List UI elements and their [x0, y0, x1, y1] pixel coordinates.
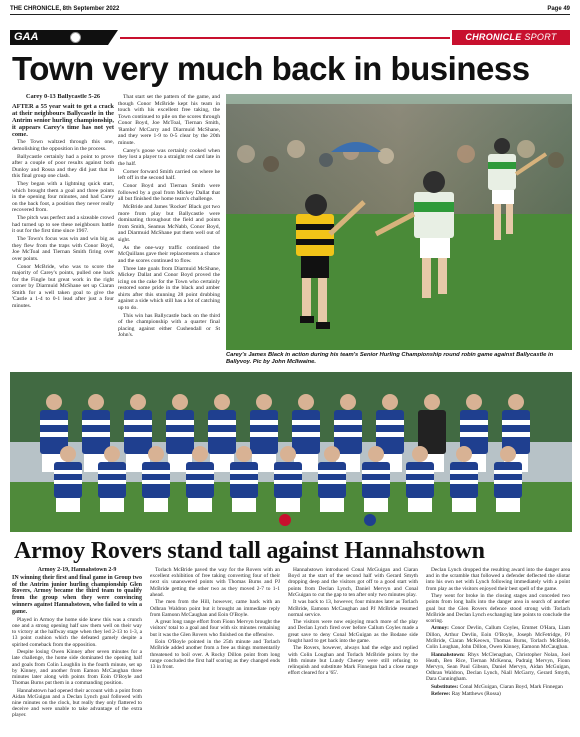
article2-column-2: [150, 567, 280, 733]
chronicle-sport-tag: [452, 30, 570, 45]
jersey-stripe: [124, 420, 152, 425]
player-head: [148, 446, 164, 462]
jersey-stripe: [54, 470, 82, 474]
article1-paragraph: The Town waltzed through this one, demolishing the opposition in the process.: [12, 139, 114, 152]
player-shorts: [188, 498, 212, 512]
article1-lead: AFTER a 55 year wait to get a crack at their neighbours Ballycastle in the Antrim senior hurling championship, it appears Carey's time has not yet come.: [12, 102, 114, 138]
jersey-stripe: [334, 420, 362, 425]
article2-paragraph: Played in Armoy the home side knew this was a crunch one and a strong opening half saw them well on their way to victory at the halfway stage when they led 2-13 to 1-3, a 13 point cushion which the defeated gamely despite a spirited comeback from the opposition.: [12, 616, 142, 648]
player-head: [60, 446, 76, 462]
article1-paragraph: That start set the pattern of the game, and though Conor McBride kept his team in touch with his excellent free taking, the Town continued to pile on the scores through Conor Boyd, Joe McToal, Tiernan Smith, 'Rambo' McCarry and Diarmuid McShane, and they were 1-9 to 0-5 clear by the 20th minute.: [118, 94, 220, 146]
armoy-team-illustration: [10, 372, 572, 532]
jersey-stripe: [186, 480, 214, 484]
article1-paragraph: Conor Boyd and Tiernan Smith were followed by a goal from Mickey Dallat that all but finished the home team's challenge.: [118, 183, 220, 202]
article2-paragraph: The men from the Hill, however, came back with an Odhran Waldron point but it brought an immediate reply from Eamonn McCaughan and Eoin O'Boyle.: [150, 599, 280, 618]
hurling-action-photo: [226, 94, 572, 350]
article2-paragraph: The Rovers, however, always had the edge and replied with Colin Loughan and Torlach McBride points by the 18th minute but Lundy Cheney were still refusing to relinquish and substitute Mark Finnegan had a close range effort cleared for a '65'.: [288, 645, 418, 677]
player-head: [256, 394, 272, 410]
jersey-stripe: [292, 420, 320, 425]
jersey-stripe: [494, 480, 522, 484]
jersey-stripe: [54, 480, 82, 484]
jersey-stripe: [250, 432, 278, 437]
jersey-stripe: [166, 432, 194, 437]
gaa-bar-tail: [108, 30, 118, 45]
jersey-stripe: [502, 432, 530, 437]
jersey-stripe: [230, 480, 258, 484]
article2-paragraph: Hannahstown had opened their account with a point from Aidan McGuigan and a Declan Lynch goal followed with nine minutes on the clock, but really they only flattered to deceive and were unable to take advantage of the extra player.: [12, 687, 142, 719]
player-head: [214, 394, 230, 410]
player-head: [412, 446, 428, 462]
team-lineup: [426, 691, 570, 697]
team-lineup-label: Armoy:: [431, 625, 449, 632]
jersey-stripe: [502, 420, 530, 425]
player-head: [500, 446, 516, 462]
article1-paragraph: As the one-way traffic continued the McQuillans gave their replacements a chance and the scores continued to flow.: [118, 244, 220, 264]
player-head: [46, 394, 62, 410]
article2-score: Armoy 2-19, Hannahstown 2-9: [37, 567, 117, 573]
player-head: [324, 446, 340, 462]
jersey-stripe: [406, 470, 434, 474]
player-head: [368, 446, 384, 462]
jersey-stripe: [208, 432, 236, 437]
article2-headline: Armoy Rovers stand tall against Hannahstown: [14, 538, 485, 564]
article2-paragraph: Eoin O'Boyle pointed in the 25th minute and Torlach McBride added another from a free as things momentarily threatened to boil over. A Rocky Dillon point from long range concluded the first half scoring as they changed ends 13 in front.: [150, 639, 280, 670]
article1-paragraph: This win has Ballycastle back on the third of the championship with a quarter final placing against either Cushendall or St John's.: [118, 312, 220, 338]
article1-column-1: [12, 94, 114, 368]
article1-paragraph: McBride and James 'Rocket' Black got two more from play but Ballycastle were dominating throughout the field and points from Smith, Seamus McNabb, Conor Boyd, and Diarmuid McShane put them well out of sight.: [118, 204, 220, 243]
jersey-stripe: [250, 420, 278, 425]
article2-paragraph: A great long range effort from Fionn Mervyn brought the visitors' total to a goal and four with six minutes remaining but it was the Glen Rovers who finished on the offensive.: [150, 619, 280, 638]
gaa-section-label: GAA: [10, 30, 108, 45]
player-head: [104, 446, 120, 462]
player-shorts: [100, 498, 124, 512]
jersey-stripe: [494, 470, 522, 474]
player-shorts: [452, 498, 476, 512]
article1-paragraph: Three late goals from Diarmuid McShane, Mickey Dallat and Conor Boyd proved the icing on the cake for the Town who certainly restored some pride in the black and amber shirts after this stunning 28 point drubbing against a side which still has a lot of catching up to do.: [118, 265, 220, 311]
chronicle-label: CHRONICLE: [465, 32, 522, 42]
team-lineup-text: Rhys McClenaghan, Christopher Nolan, Joel Heath, Ben Rice, Tiernan McKenna, Padraig Mervyn, Fionn Mervyn, Sean Paul Gibson, Daniel Mervyn, Aidan McGuigan, Odhran Waldron, Declan Lynch, Niall McGarry, Gerard Smyth, Dara Cunningham.: [426, 651, 570, 683]
jersey-stripe: [450, 470, 478, 474]
article1-paragraph: Conor McBride, who was to score the majority of Carey's points, pulled one back for the Fingle but great work in the right corner by Diarmuid McShane set up Ciaran Smith for a well taken goal to give the 'Castle a 1-4 to 0-1 lead after just a four minutes.: [12, 263, 114, 309]
armoy-team-photo: [10, 372, 572, 532]
jersey-stripe: [406, 480, 434, 484]
article2-paragraph: Declan Lynch dropped the resulting award into the danger area and in the scramble that followed a defender deflected the sliotar into his own net with Lynch following immediately with a point from play as the visitors enjoyed their best spell of the game.: [426, 567, 570, 592]
article2-paragraph: Hannahstown introduced Conal McGuigan and Ciaran Boyd at the start of the second half with Gerard Smyth dropping deep and the visitors got off to a good start with points from Declan Lynch, Daniel Mervyn and Conal McGuigan to cut the gap to ten after only two minutes play.: [288, 567, 418, 598]
jersey-stripe: [186, 470, 214, 474]
team-lineup-text: Ray Matthews (Rossa): [451, 691, 501, 698]
jersey-stripe: [98, 470, 126, 474]
article1-score: Carey 0-13 Ballycastle 5-26: [25, 94, 101, 100]
sliotar-icon: [70, 32, 81, 43]
player-shorts: [320, 498, 344, 512]
player-head: [280, 446, 296, 462]
team-lineup-label: Hannahstown:: [431, 651, 465, 658]
player-shorts: [364, 498, 388, 512]
article1-paragraph: Corner forward Smith carried on where he left off in the second half.: [118, 168, 220, 181]
jersey-stripe: [208, 420, 236, 425]
jersey-stripe: [98, 480, 126, 484]
jersey-stripe: [274, 470, 302, 474]
article1-headline: Town very much back in business: [12, 50, 530, 87]
page-number: Page 49: [547, 6, 570, 12]
jersey-stripe: [82, 432, 110, 437]
article2-paragraph: It was back to 13, however, four minutes later as Torlach McBride, Eamonn McCaughan and PJ McBride resumed normal service.: [288, 599, 418, 618]
team-lineup: [426, 625, 570, 650]
player-shorts: [276, 498, 300, 512]
article2-paragraph: The visitors were now enjoying much more of the play and Declan Lynch fired over before Callum Coyles made a great save to deny Conal McGuigan as the Bodane side fought hard to get back into the game.: [288, 619, 418, 644]
hurling-action-illustration: [226, 94, 572, 350]
jersey-stripe: [40, 432, 68, 437]
jersey-stripe: [376, 432, 404, 437]
team-lineup-label: Referee:: [431, 691, 451, 698]
player-head: [130, 394, 146, 410]
jersey-stripe: [362, 480, 390, 484]
team-lineup: [426, 652, 570, 683]
player-head: [456, 446, 472, 462]
player-head: [298, 394, 314, 410]
team-lineup-text: Conal McGuigan, Ciaran Boyd, Mark Finnegan: [459, 683, 563, 690]
player-shorts: [56, 498, 80, 512]
team-lineup-label: Substitutes:: [431, 683, 459, 690]
player-head: [236, 446, 252, 462]
helmet: [364, 514, 376, 526]
article2-column-4: [426, 567, 570, 733]
player-shorts: [144, 498, 168, 512]
jersey-stripe: [124, 432, 152, 437]
article1-paragraph: Carey's goose was certainly cooked when they lost a player to a straight red card late in the half.: [118, 147, 220, 167]
jersey-stripe: [362, 470, 390, 474]
player-shorts: [496, 498, 520, 512]
player-shorts: [408, 498, 432, 512]
article2-paragraph: They went for broke in the closing stages and conceded two points from long balls into the danger area in search of another goal but the Glen Rovers defence stood strong with Torlach McBride and Declan Lynch exchanging late points to conclude the scoring.: [426, 593, 570, 624]
jersey-stripe: [460, 432, 488, 437]
paper-date: THE CHRONICLE, 8th September 2022: [10, 6, 120, 12]
article1-column-2: [118, 94, 220, 368]
player-shorts: [232, 498, 256, 512]
photo1-caption: Carey's James Black in action during his team's Senior Hurling Championship round robin game against Ballycastle in Ballyvoy. Pic by John McIlwaine.: [226, 352, 554, 365]
masthead-rule: [10, 14, 570, 15]
article2-lead: IN winning their first and final game in Group two of the Antrim junior hurling championship Glen Rovers, Armoy became the third team to qualify from the group when they were convincing winners against Hannahstown, who failed to win a game.: [12, 574, 142, 615]
jersey-stripe: [40, 420, 68, 425]
team-lineup: [426, 684, 570, 690]
jersey-stripe: [460, 420, 488, 425]
jersey-stripe: [142, 480, 170, 484]
article1-paragraph: The pitch was perfect and a sizeable crowd had turned up to see these neighbours battle it out for the first time since 1967.: [12, 215, 114, 234]
player-head: [508, 394, 524, 410]
helmet: [279, 514, 291, 526]
jersey-stripe: [292, 432, 320, 437]
jersey-stripe: [142, 470, 170, 474]
player-head: [382, 394, 398, 410]
jersey-stripe: [166, 420, 194, 425]
player-head: [424, 394, 440, 410]
jersey-stripe: [318, 470, 346, 474]
article1-paragraph: They began with a lightning quick start, which brought them a goal and three points in the opening four minutes, and had Carey on the back foot, a position they never really recovered from.: [12, 181, 114, 213]
jersey-stripe: [334, 432, 362, 437]
section-divider: [120, 37, 450, 39]
jersey-stripe: [230, 470, 258, 474]
article2-paragraph: Despite losing Owen Kinney after seven minutes for a late challenge, the home side dominated the opening half and goals from Colin Loughlin in the fourth minute, set up by Kinney, and another from Eamon McCaughan three minutes later along with points from Eoin O'Boyle and Thomas Burns put them in a commanding position.: [12, 649, 142, 687]
jersey-stripe: [82, 420, 110, 425]
article2-paragraph: Torlach McBride paved the way for the Rovers with an excellent exhibition of free taking converting four of their next six unanswered points with Thomas Burns and PJ McBride getting the other two as they moved 2-7 to 1-1 ahead.: [150, 567, 280, 598]
article2-column-3: [288, 567, 418, 733]
team-lineup-text: Conor Devlin, Callum Coyles, Emmet O'Hara, Liam Dillon, Arthur Devlin, Eoin O'Boyle, Joseph McFetridge, PJ McBride, Ciaran McKeown, Thomas Burns, Torlach McBride, Colin Loughan, John Dillon, Owen Kinney, Eamonn McCaughan.: [426, 625, 570, 651]
player-head: [88, 394, 104, 410]
player-head: [340, 394, 356, 410]
jersey-stripe: [376, 420, 404, 425]
player-head: [192, 446, 208, 462]
article1-paragraph: Ballycastle certainly had a point to prove after a couple of poor results against both Dunloy and Rossa and they did just that in this final group one clash.: [12, 153, 114, 179]
article1-paragraph: The Town's focus was win and win big as they flew from the traps with Conor Boyd, Joe McToal and Tiernan Smith firing over over points.: [12, 236, 114, 262]
jersey-stripe: [450, 480, 478, 484]
sport-label: SPORT: [524, 32, 557, 42]
article2-column-1: [12, 567, 142, 733]
jersey-stripe: [274, 480, 302, 484]
player-head: [466, 394, 482, 410]
player-head: [172, 394, 188, 410]
jersey-stripe: [318, 480, 346, 484]
masthead: [10, 4, 570, 14]
